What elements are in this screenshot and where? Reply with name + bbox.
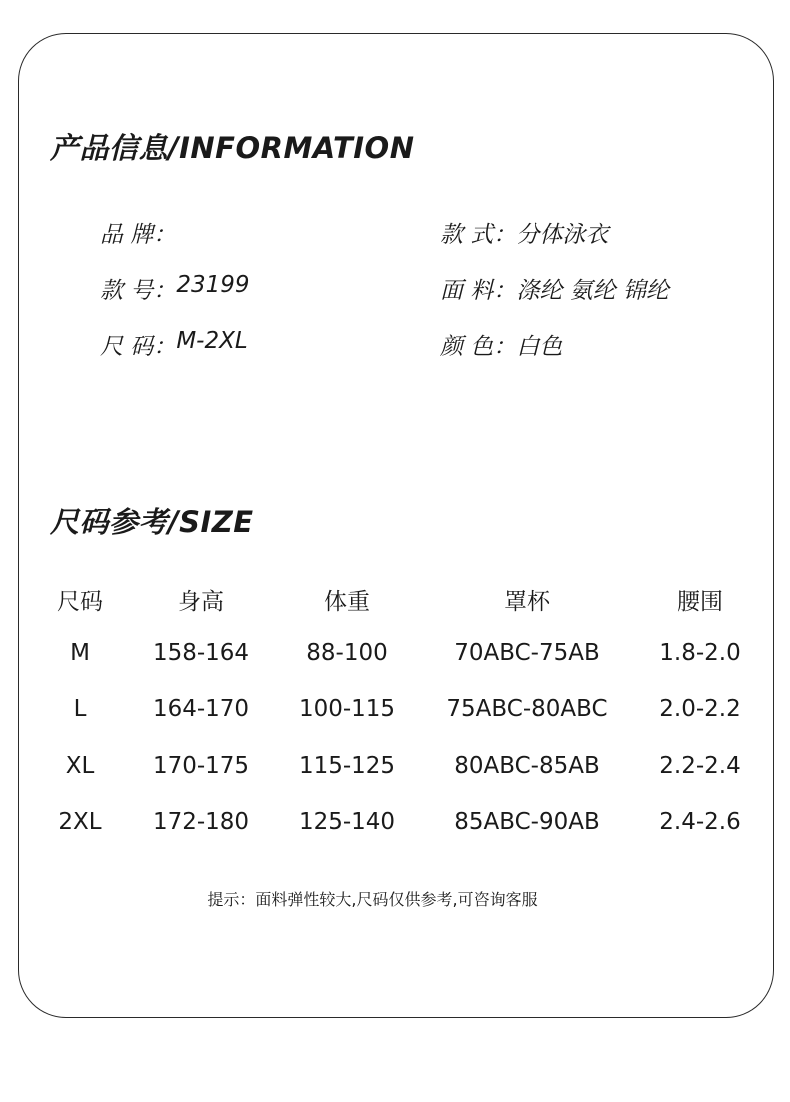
size-section-title: 尺码参考/SIZE: [50, 505, 254, 539]
size-note: 提示：面料弹性较大,尺码仅供参考,可咨询客服: [207, 890, 538, 909]
table-row: [30, 640, 770, 680]
height-cell: 164-170: [152, 696, 250, 722]
cup-cell: 85ABC-90AB: [454, 809, 600, 835]
size-cell: XL: [65, 753, 95, 779]
info-section-title: 产品信息/INFORMATION: [50, 131, 415, 165]
size-header-weight: 体重: [324, 589, 370, 615]
waist-cell: 2.2-2.4: [659, 753, 741, 779]
info-label-fabric: 面 料：: [440, 278, 517, 304]
size-cell: 2XL: [58, 809, 102, 835]
info-value-fabric: 涤纶 氨纶 锦纶: [516, 278, 669, 304]
weight-cell: 100-115: [298, 696, 396, 722]
height-cell: 158-164: [152, 640, 250, 666]
info-label-model: 款 号：: [100, 278, 177, 304]
info-value-model: 23199: [176, 272, 250, 298]
info-cell-size: [100, 328, 248, 361]
waist-cell: 1.8-2.0: [659, 640, 741, 666]
height-cell: 170-175: [152, 753, 250, 779]
info-value-size: M-2XL: [176, 328, 248, 354]
info-cell-style: [440, 216, 608, 249]
info-cell-brand: [100, 216, 176, 249]
size-table-header: [30, 583, 770, 623]
size-cell: L: [73, 696, 87, 722]
table-row: [30, 809, 770, 849]
waist-cell: 2.0-2.2: [659, 696, 741, 722]
info-cell-color: [440, 328, 562, 361]
cup-cell: 70ABC-75AB: [454, 640, 600, 666]
info-row-brand: [100, 216, 740, 256]
size-header-size: 尺码: [57, 589, 103, 615]
weight-cell: 125-140: [298, 809, 396, 835]
info-label-brand: 品 牌：: [100, 222, 177, 248]
info-row-size: [100, 328, 740, 368]
size-cell: M: [70, 640, 90, 666]
info-row-model: [100, 272, 740, 312]
info-cell-fabric: [440, 272, 669, 305]
info-label-style: 款 式：: [440, 222, 517, 248]
size-header-cup: 罩杯: [504, 589, 550, 615]
info-cell-model: [100, 272, 249, 305]
info-label-size: 尺 码：: [100, 334, 177, 360]
height-cell: 172-180: [152, 809, 250, 835]
size-header-waist: 腰围: [677, 589, 723, 615]
table-row: [30, 696, 770, 736]
cup-cell: 80ABC-85AB: [454, 753, 600, 779]
weight-cell: 88-100: [306, 640, 388, 666]
info-value-style: 分体泳衣: [516, 222, 609, 248]
info-value-color: 白色: [516, 334, 563, 360]
info-label-color: 颜 色：: [440, 334, 517, 360]
waist-cell: 2.4-2.6: [659, 809, 741, 835]
weight-cell: 115-125: [298, 753, 396, 779]
size-header-height: 身高: [178, 589, 224, 615]
table-row: [30, 753, 770, 793]
cup-cell: 75ABC-80ABC: [446, 696, 608, 722]
